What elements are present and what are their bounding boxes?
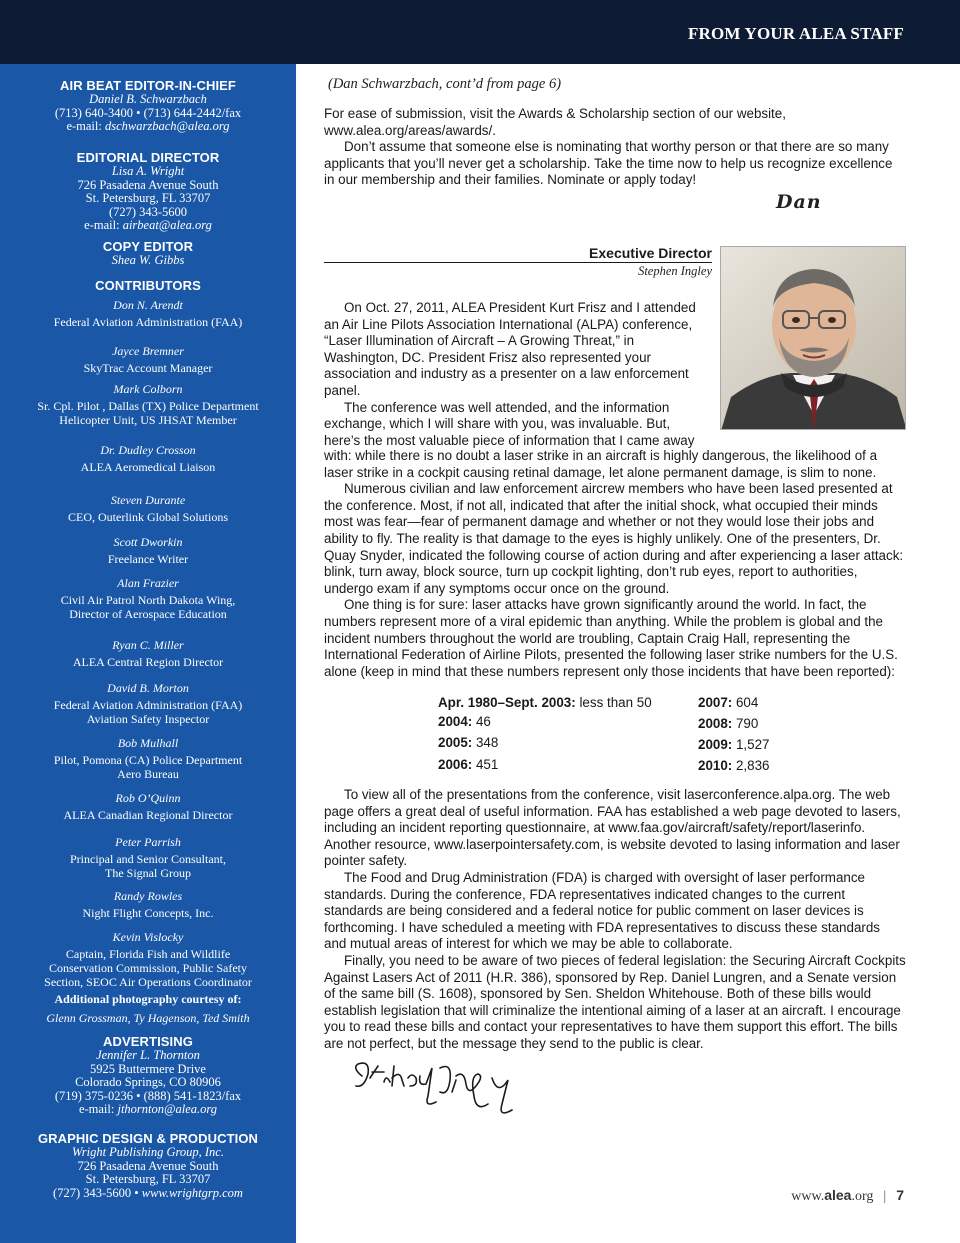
paragraph: One thing is for sure: laser attacks have grown significantly around the world. In fact, the numbers represent more of a viral epidemic than anything. While the problem is global and the incident numbers throughout the world are troubling, Captain Craig Hall, representing the International Federation of Airline Pilots, presented the following laser strike numbers for the U.S. alone (keep in mind that these numbers represent only those incidents that have been reported): [324, 597, 898, 679]
paragraph: On Oct. 27, 2011, ALEA President Kurt Frisz and I attended an Air Line Pilots Association International (ALPA) conference, “Laser Illumination of Aircraft – A Growing Threat,” in Washington, DC. President Frisz also represented your association and industry as a presenter on a law enforcement panel. [324, 300, 696, 398]
contributor-name: Steven Durante [110, 493, 186, 507]
photography-names: Glenn Grossman, Ty Hagenson, Ted Smith [46, 1011, 250, 1025]
stat-item: 2007: 604 [698, 695, 759, 710]
title-rule [324, 262, 712, 263]
contributor-entry [0, 736, 296, 781]
contributor-role: ALEA Canadian Regional Director [63, 808, 233, 822]
contributor-role: Aero Bureau [117, 767, 179, 781]
editor-in-chief-block [0, 78, 296, 134]
contributor-role: Conservation Commission, Public Safety [49, 961, 247, 975]
paragraph: with: while there is no doubt a laser strike in an aircraft is highly dangerous, the likelihood of a laser strike in a cockpit causing retinal damage, let alone permanent damage, is slim to none. [324, 448, 878, 480]
copy-editor-heading: COPY EDITOR [102, 239, 194, 254]
stat-item: 2006: 451 [438, 757, 499, 772]
editor-email-address: dschwarzbach@alea.org [104, 119, 230, 133]
contributor-entry [0, 344, 296, 375]
contributor-name: Peter Parrish [115, 835, 181, 849]
copy-editor-block [0, 239, 296, 268]
contributor-role: Aviation Safety Inspector [86, 712, 210, 726]
graphic-design-heading: GRAPHIC DESIGN & PRODUCTION [37, 1131, 259, 1146]
dan-signature: Dan [776, 191, 822, 213]
contributor-role: SkyTrac Account Manager [83, 361, 213, 375]
graphic-design-block [0, 1131, 296, 1200]
advertising-email: e-mail: jthornton@alea.org [78, 1102, 218, 1116]
contributor-role: ALEA Aeromedical Liaison [80, 460, 216, 474]
editorial-email-address: airbeat@alea.org [122, 218, 212, 232]
contributor-entry [0, 493, 296, 524]
contributor-entry [0, 681, 296, 726]
editorial-address-1: 726 Pasadena Avenue South [77, 177, 219, 192]
stat-item: 2005: 348 [438, 735, 499, 750]
continued-from-note: (Dan Schwarzbach, cont’d from page 6) [328, 76, 562, 92]
editor-heading: AIR BEAT EDITOR-IN-CHIEF [60, 78, 236, 93]
contributor-name: Kevin Vislocky [112, 930, 184, 944]
paragraph: Finally, you need to be aware of two pieces of federal legislation: the Securing Aircraft Cockpits Against Lasers Act of 2011 (H.R. 386), sponsored by Rep. Daniel Lungren, and a Senate version of the same bill (S. 1608), sponsored by Sen. Sheldon Whitehouse. Both of these bills would establish legislation that will criminalize the intentional aiming of a laser at an aircraft. I encourage you to read these bills and contact your representatives to have them support this effort. The bills are not perfect, but the message they send to the public is clear. [324, 952, 906, 1051]
paragraph: For ease of submission, visit the Awards & Scholarship section of our website, www.alea.org/areas/awards/. [324, 106, 786, 138]
contributor-name: David B. Morton [107, 681, 189, 695]
editor-name: Daniel B. Schwarzbach [89, 92, 207, 106]
column-title: Executive Director [589, 245, 712, 261]
advertising-heading: ADVERTISING [103, 1034, 193, 1049]
handwritten-signature [348, 1056, 568, 1126]
contributor-role: Federal Aviation Administration (FAA) [53, 698, 243, 712]
contributor-name: Alan Frazier [117, 576, 179, 590]
advertising-phone: (719) 375-0236 • (888) 541-1823/fax [54, 1088, 242, 1103]
advertising-address-2: Colorado Springs, CO 80906 [75, 1075, 221, 1089]
contributor-role: Civil Air Patrol North Dakota Wing, [60, 593, 236, 607]
schwarzbach-column-end [324, 106, 906, 189]
contributor-role: Helicopter Unit, US JHSAT Member [59, 413, 237, 427]
contributor-entry [0, 443, 296, 474]
author-portrait [720, 246, 906, 430]
section-title: FROM YOUR ALEA STAFF [687, 24, 904, 43]
contributor-entry [0, 535, 296, 566]
contributor-entry [0, 930, 296, 989]
editorial-heading: EDITORIAL DIRECTOR [76, 150, 220, 165]
contributor-name: Rob O’Quinn [115, 791, 181, 805]
contributor-name: Scott Dworkin [113, 535, 183, 549]
contributor-name: Bob Mulhall [117, 736, 179, 750]
advertising-block [0, 1034, 296, 1117]
article-conclusion [324, 787, 906, 1053]
contributor-role: Freelance Writer [107, 552, 189, 566]
contributor-entry [0, 889, 296, 920]
contributors-heading: CONTRIBUTORS [95, 278, 201, 293]
contributor-role: Federal Aviation Administration (FAA) [53, 315, 243, 329]
advertising-name: Jennifer L. Thornton [96, 1048, 200, 1062]
contributor-name: Dr. Dudley Crosson [100, 443, 196, 457]
article-intro [324, 300, 708, 449]
editor-email: e-mail: dschwarzbach@alea.org [66, 119, 230, 133]
paragraph: Numerous civilian and law enforcement aircrew members who have been lased presented at the conference. Most, if not all, indicated that after the initial shock, what occupied their minds most was fear—fear of permanent damage and whether or not they would lose their jobs and ability to fly. The reality is that damage to the eyes is highly unlikely. One of the presenters, Dr. Quay Snyder, indicated the following course of action during and after experiencing a laser attack: blink, turn away, block source, turn up cockpit lighting, don’t rub eyes, report to authorities, undergo exam if any symptoms occur once on the ground. [324, 481, 904, 596]
contributor-role: Section, SEOC Air Operations Coordinator [44, 975, 252, 989]
contributor-role: Sr. Cpl. Pilot , Dallas (TX) Police Department [37, 399, 259, 413]
contributor-role: Captain, Florida Fish and Wildlife [65, 947, 231, 961]
graphic-design-website: www.wrightgrp.com [141, 1185, 243, 1200]
contributor-name: Randy Rowles [113, 889, 183, 903]
graphic-design-phone: (727) 343-5600 • www.wrightgrp.com [53, 1185, 243, 1200]
contributor-role: The Signal Group [105, 866, 191, 880]
portrait-illustration [721, 247, 906, 430]
stat-item: 2009: 1,527 [698, 737, 770, 752]
contributor-entry [0, 835, 296, 880]
contributor-entry [0, 791, 296, 822]
contributor-name: Mark Colborn [113, 382, 183, 396]
advertising-email-address: jthornton@alea.org [117, 1102, 218, 1116]
graphic-design-name: Wright Publishing Group, Inc. [72, 1145, 224, 1159]
footer-separator: | [883, 1189, 887, 1204]
contributor-role: Pilot, Pomona (CA) Police Department [53, 753, 243, 767]
column-author: Stephen Ingley [638, 264, 712, 278]
stat-item: 2004: 46 [438, 714, 491, 729]
paragraph: Don’t assume that someone else is nominating that worthy person or that there are so many applicants that you’ll never get a scholarship. Take the time now to help us recognize excellence in our membership and their families. Nominate or apply today! [324, 139, 893, 188]
editorial-address-2: St. Petersburg, FL 33707 [85, 191, 211, 205]
contributor-entry [0, 576, 296, 621]
graphic-design-address-2: St. Petersburg, FL 33707 [85, 1172, 211, 1186]
masthead-sidebar [0, 64, 296, 1243]
copy-editor-name: Shea W. Gibbs [111, 253, 185, 267]
footer-site-prefix: www. [791, 1189, 825, 1204]
page-footer [791, 1187, 904, 1205]
editorial-director-block [0, 150, 296, 233]
contributor-role: Principal and Senior Consultant, [70, 852, 226, 866]
stat-item: 2008: 790 [698, 716, 759, 731]
editorial-phone: (727) 343-5600 [108, 204, 188, 219]
footer-site-suffix: .org [851, 1189, 874, 1204]
photography-block [0, 992, 296, 1025]
article-body [324, 448, 906, 680]
contributor-entry [0, 382, 296, 427]
stat-item: Apr. 1980–Sept. 2003: less than 50 [438, 695, 652, 710]
contributor-name: Jayce Bremner [112, 344, 184, 358]
contributor-entry [0, 298, 296, 329]
photography-heading: Additional photography courtesy of: [54, 992, 242, 1006]
editor-phone: (713) 640-3400 • (713) 644-2442/fax [54, 105, 242, 120]
editorial-name: Lisa A. Wright [111, 164, 185, 178]
contributor-role: Night Flight Concepts, Inc. [82, 906, 214, 920]
footer-site-bold: alea [824, 1187, 852, 1203]
page-number: 7 [896, 1187, 904, 1203]
contributor-role: ALEA Central Region Director [72, 655, 224, 669]
stat-item: 2010: 2,836 [698, 758, 770, 773]
contributors-heading-block [0, 278, 296, 293]
paragraph: The conference was well attended, and the information exchange, which I will share with you, was invaluable. But, here’s the most valuable piece of information that I came away [324, 399, 695, 448]
graphic-design-address-1: 726 Pasadena Avenue South [77, 1158, 219, 1173]
paragraph: The Food and Drug Administration (FDA) is charged with oversight of laser performance standards. During the conference, FDA representatives indicated changes to the current standards are being considered and a federal notice for public comment on laser devices is forthcoming. I have scheduled a meeting with FDA representatives to discuss these standards and mutual areas of interest for which we may be able to collaborate. [324, 869, 881, 952]
contributor-entry [0, 638, 296, 669]
stephen-ingley-signature [348, 1056, 568, 1126]
contributor-role: CEO, Outerlink Global Solutions [68, 510, 228, 524]
advertising-address-1: 5925 Buttermere Drive [90, 1061, 206, 1076]
contributor-name: Ryan C. Miller [112, 638, 184, 652]
top-banner [0, 0, 960, 64]
contributor-role: Director of Aerospace Education [69, 607, 227, 621]
contributor-name: Don N. Arendt [113, 298, 183, 312]
editorial-email: e-mail: airbeat@alea.org [84, 218, 212, 232]
paragraph: To view all of the presentations from the conference, visit laserconference.alpa.org. The web page offers a great deal of useful information. FAA has established a web page devoted to lasers, including an incident reporting questionnaire, at www.faa.gov/aircraft/safety/report/laserinfo. Another resource, www.laserpointersafety.com, is website devoted to lasing information and laser pointer safety. [324, 787, 901, 869]
